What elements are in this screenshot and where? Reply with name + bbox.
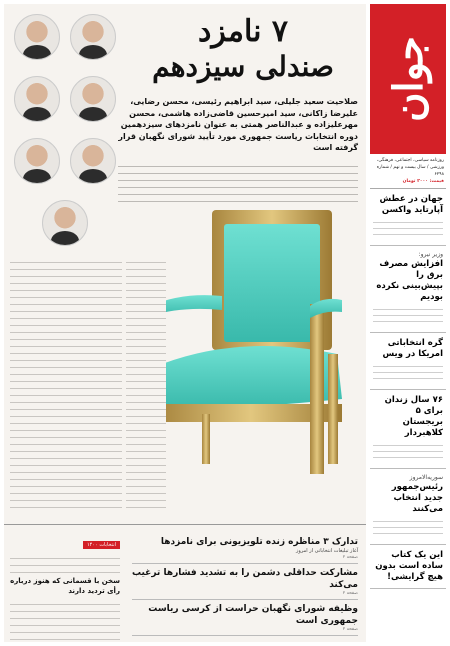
story-subtitle: آغاز تبلیغات انتخاباتی از امروز [296,548,358,554]
sidebar-story-title: ۷۶ سال زندان برای ۵ بریجستان کلاهبردار [384,395,443,438]
sidebar-story-body [373,517,443,539]
sidebar [370,4,446,642]
election-column-lines [10,554,120,576]
candidate-portrait[interactable] [14,14,60,60]
headline[interactable] [128,14,358,84]
candidate-portrait[interactable] [70,14,116,60]
chair-illustration [142,204,352,484]
candidate-portrait[interactable] [14,138,60,184]
bottom-story[interactable] [132,600,358,636]
bottom-story[interactable] [132,533,358,564]
logo: جوان [384,36,432,122]
sidebar-story[interactable] [370,469,446,545]
story-page-ref: صفحه ۲ [342,627,358,632]
sidebar-story-title: این یک کتاب ساده است بدون هیچ گرایشی! [375,550,443,582]
sidebar-story-kicker: سوریه‌الامروز [409,474,443,481]
candidate-portrait[interactable] [14,76,60,122]
election-column[interactable] [10,531,120,641]
headline-line-2: صندلی سیزدهم [152,50,334,83]
sidebar-story-body [373,218,443,240]
main-content [4,4,366,642]
chair-rear-left-leg [202,414,210,464]
candidate-portraits [10,14,122,254]
sidebar-story-title: گره انتخاباتی امریکا در ویس [382,338,443,359]
story-page-ref: صفحه ۲ [342,591,358,596]
article-column-lines [10,258,122,513]
sidebar-story[interactable] [370,333,446,390]
paper-info-text: روزنامه سیاسی، اجتماعی، فرهنگی، ورزشی / سال بیست و نهم / شماره ۶۲۹۸ [376,158,444,177]
story-title: تدارک ۳ مناظره زنده تلویزیونی برای نامزدها [160,537,358,547]
candidate-portrait[interactable] [70,138,116,184]
sidebar-story-body [373,305,443,327]
election-column-title: سخن با قسمانی که هنوز درباره رأی تردید دارند [10,577,120,595]
bottom-section [4,524,366,642]
article-column-narrow-lines [126,258,166,513]
story-title: مشارکت حداقلی دشمن را به تشدید فشارها ترغیب می‌کند [131,568,358,590]
candidate-portrait[interactable] [42,200,88,246]
sidebar-story-title: جهان در عطش آپارتاید واکسن [379,194,443,215]
sidebar-story-title: رئیس‌جمهور جدید انتخاب می‌کنند [391,482,443,514]
paper-info [370,154,446,189]
lead-text-lines [118,162,358,204]
sidebar-story-body [373,441,443,463]
election-column-lines [10,600,120,640]
sidebar-story[interactable] [370,246,446,333]
masthead [370,4,446,154]
lead-text [118,162,358,204]
price: قیمت: ۲۰۰۰ تومان [402,179,444,184]
article-column-narrow [126,258,166,513]
chair-back-leg [328,354,338,464]
sidebar-story[interactable] [370,189,446,246]
chair-back-cushion [224,224,320,342]
subheadline: صلاحیت سعید جلیلی، سید ابراهیم رئیسی، محسن رضایی، علیرضا زاکانی، سید امیرحسین قاضی‌زاده هاشمی، محسن مهرعلیزاده و عبدالناصر همتی به عنوان نامزدهای سیزدهمین دوره انتخابات ریاست جمهوری مورد تأیید شورای نگهبان قرار گرفته است [118,97,358,152]
story-title: وظیفه شورای نگهبان حراست از کرسی ریاست جمهوری است [148,604,358,626]
sidebar-story-title: افزایش مصرف برق را بپیش‌بینی نکرده بودیم [376,259,443,302]
chair-front-right-leg [310,304,324,474]
bottom-stories [132,533,358,636]
sidebar-story-body [373,362,443,384]
article-column [10,258,122,513]
story-page-ref: صفحه ۲ [342,555,358,560]
headline-line-1: ۷ نامزد [197,14,289,49]
sidebar-story[interactable] [370,390,446,469]
bottom-story[interactable] [132,564,358,600]
sidebar-story[interactable] [370,545,446,589]
sidebar-story-kicker: وزیر نیرو: [418,251,443,258]
section-tag: انتخابات ۱۴۰۰ [83,541,120,549]
candidate-portrait[interactable] [70,76,116,122]
